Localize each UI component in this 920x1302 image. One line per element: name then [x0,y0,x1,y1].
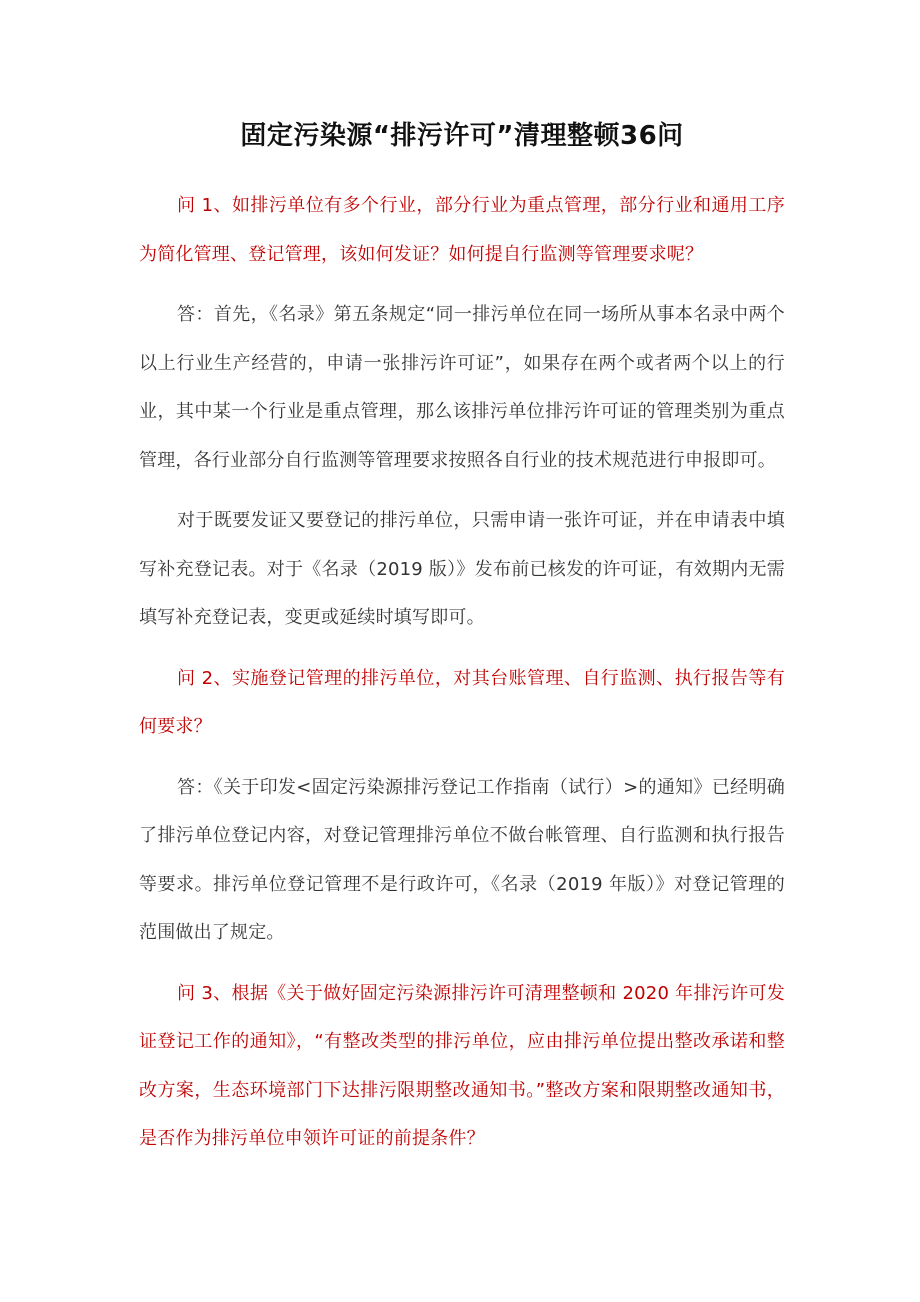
question-3: 问 3、根据《关于做好固定污染源排污许可清理整顿和 2020 年排污许可发证登记工作的通知》，“有整改类型的排污单位，应由排污单位提出整改承诺和整改方案，生态环境部门下达排污限期整改通知书。”整改方案和限期整改通知书，是否作为排污单位申领许可证的前提条件？ [139,982,785,1149]
document-page [139,112,785,1176]
question-2: 问 2、实施登记管理的排污单位，对其台账管理、自行监测、执行报告等有何要求？ [139,667,785,737]
document-title: 固定污染源“排污许可”清理整顿36问 [240,121,684,151]
answer-1-paragraph-2: 对于既要发证又要登记的排污单位，只需申请一张许可证，并在申请表中填写补充登记表。对于《名录（2019 版）》发布前已核发的许可证，有效期内无需填写补充登记表，变更或延续时填写即可。 [139,510,785,628]
answer-2: 答：《关于印发<固定污染源排污登记工作指南（试行）>的通知》已经明确了排污单位登记内容，对登记管理排污单位不做台帐管理、自行监测和执行报告等要求。排污单位登记管理不是行政许可，《名录（2019 年版）》对登记管理的范围做出了规定。 [139,776,785,943]
answer-1-paragraph-1: 答：首先，《名录》第五条规定“同一排污单位在同一场所从事本名录中两个以上行业生产经营的，申请一张排污许可证”，如果存在两个或者两个以上的行业，其中某一个行业是重点管理，那么该排污单位排污许可证的管理类别为重点管理，各行业部分自行监测等管理要求按照各自行业的技术规范进行申报即可。 [139,304,785,471]
question-1: 问 1、如排污单位有多个行业，部分行业为重点管理，部分行业和通用工序为简化管理、登记管理，该如何发证？如何提自行监测等管理要求呢？ [139,195,785,265]
